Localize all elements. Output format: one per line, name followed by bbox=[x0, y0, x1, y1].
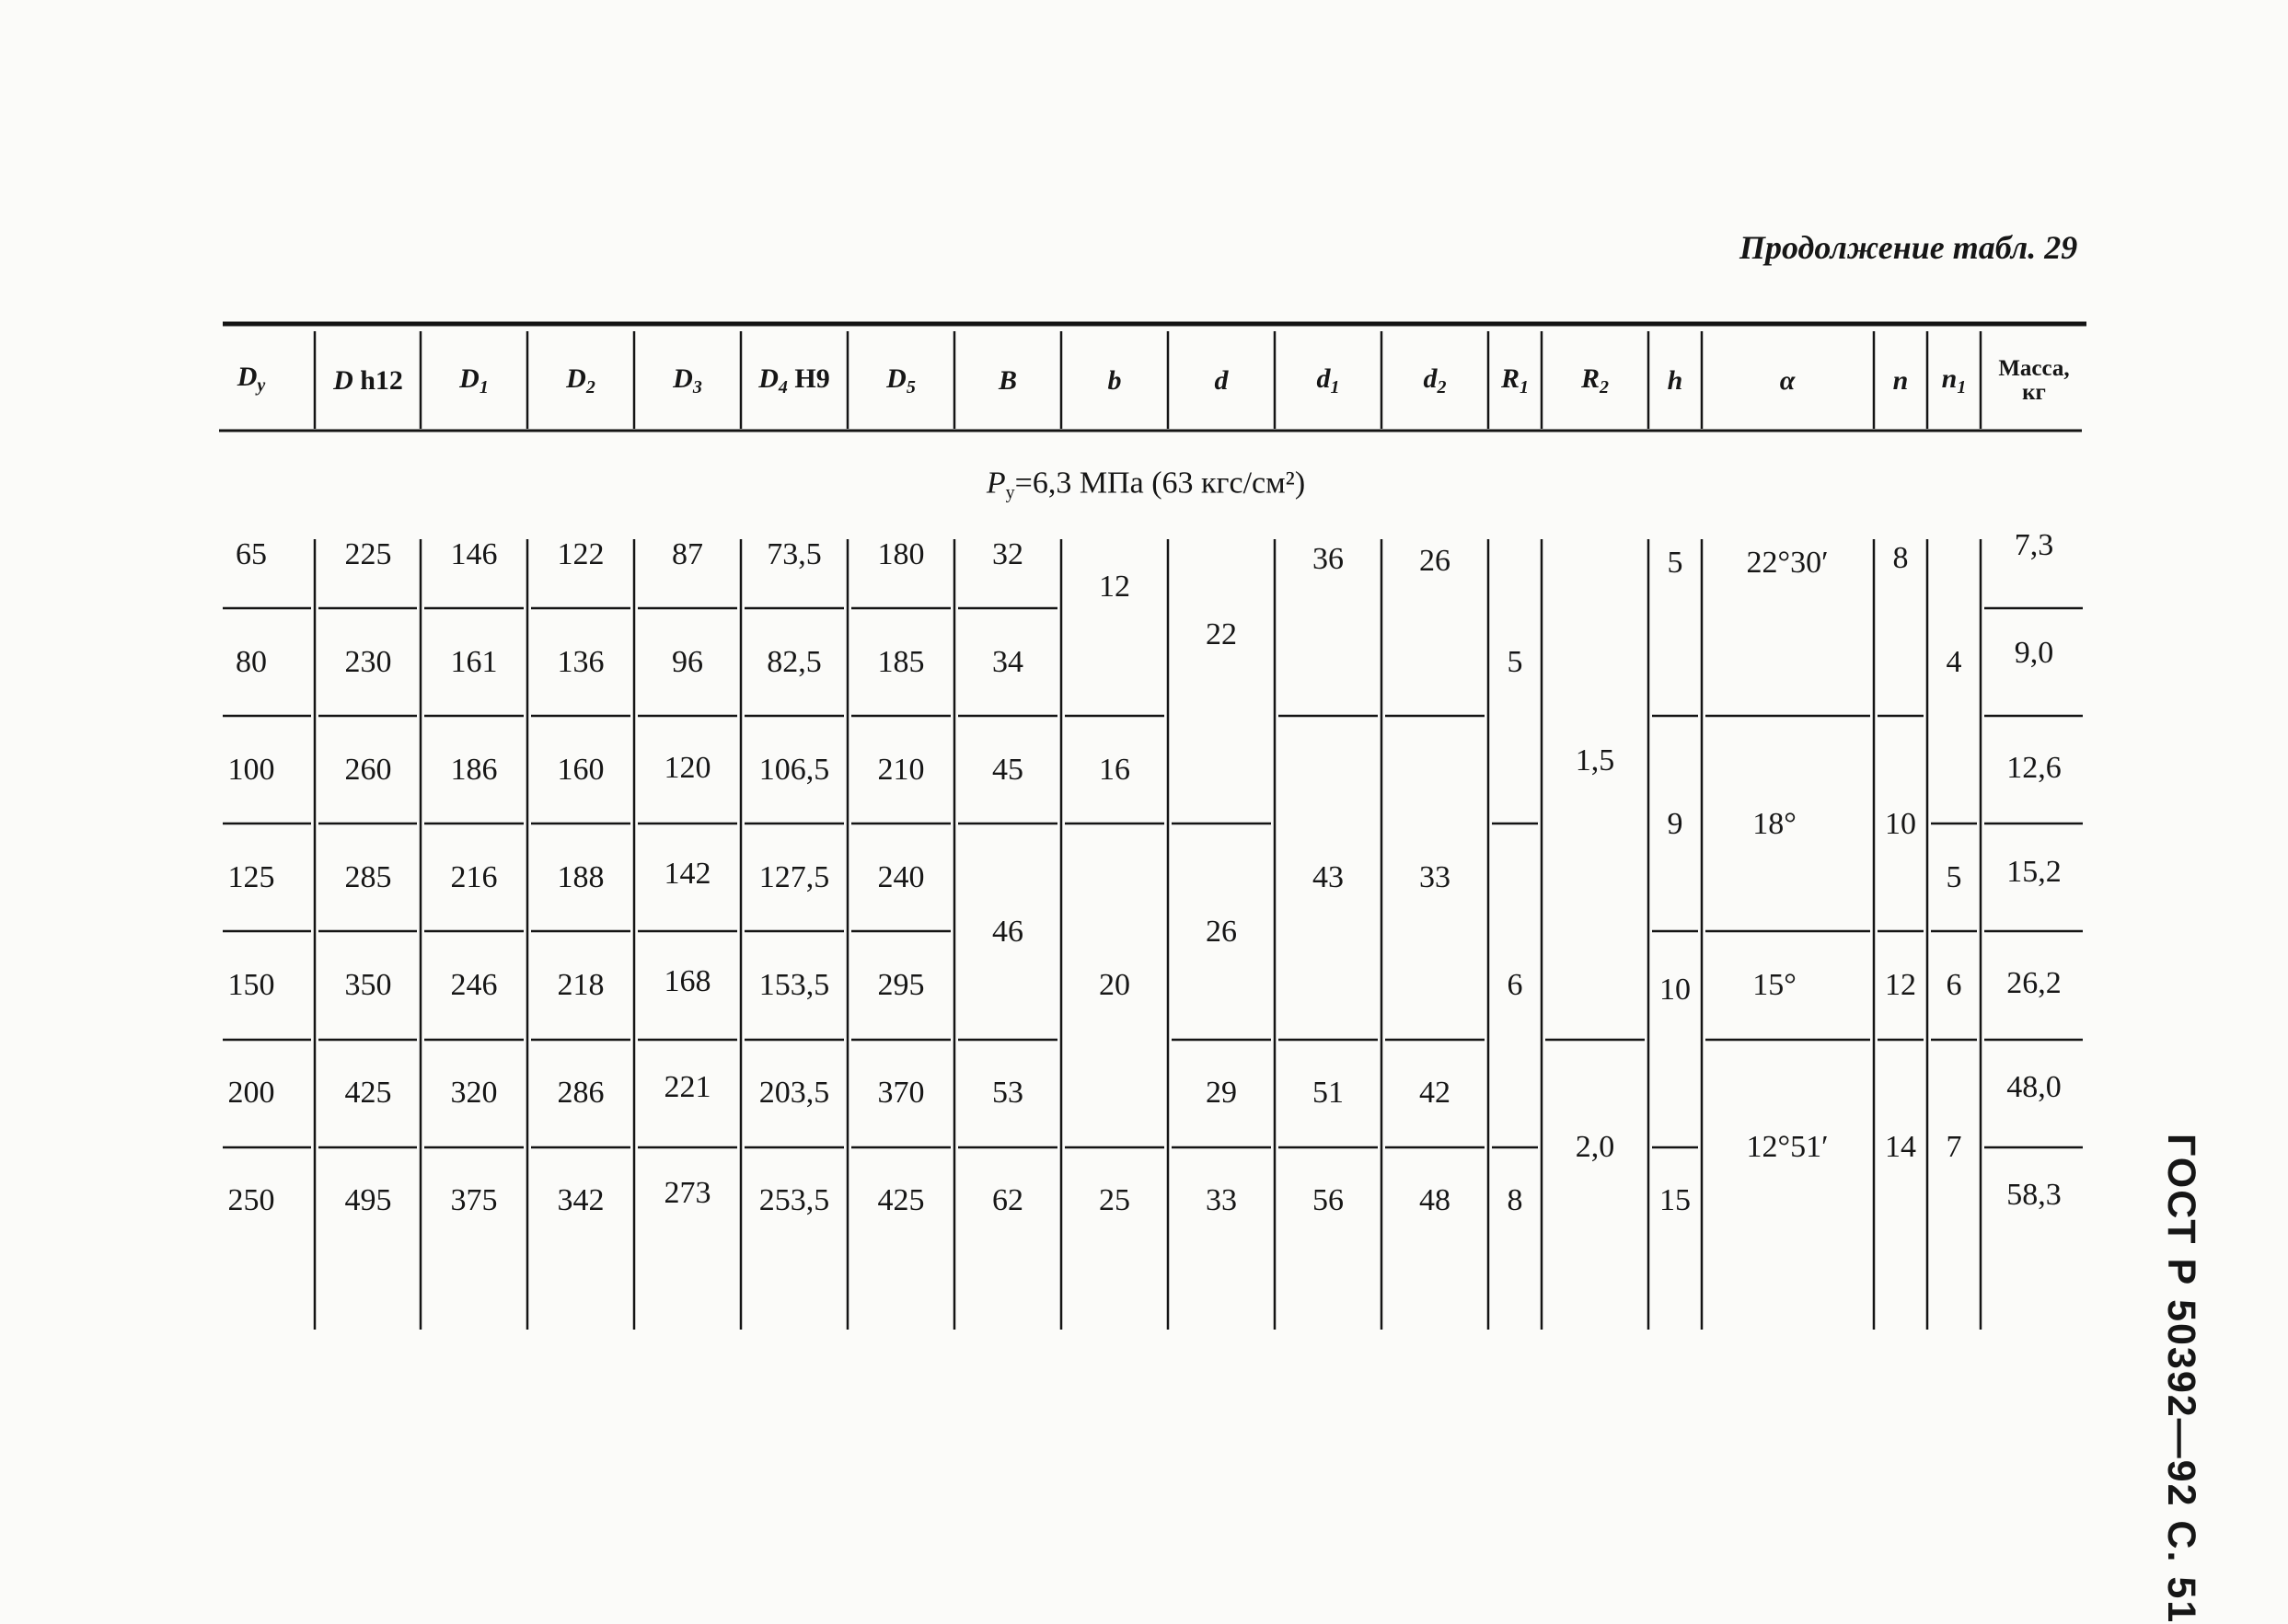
cell-d2: 218 bbox=[557, 968, 605, 1002]
cell-d4: 253,5 bbox=[758, 1183, 830, 1217]
cell-dy: 200 bbox=[227, 1076, 275, 1110]
cell-d: 495 bbox=[344, 1183, 392, 1217]
cell-d: 350 bbox=[344, 968, 392, 1002]
header-h: h bbox=[1667, 365, 1683, 396]
cell-d: 33 bbox=[1206, 1183, 1237, 1217]
cell-r1: 6 bbox=[1507, 968, 1523, 1002]
cell-d5: 210 bbox=[877, 753, 925, 787]
cell-mass: 26,2 bbox=[2006, 966, 2062, 1000]
cell-d: 285 bbox=[344, 860, 392, 894]
cell-d1: 186 bbox=[450, 753, 498, 787]
header-r1: $R_1$ bbox=[1500, 363, 1530, 397]
cell-n: 14 bbox=[1885, 1129, 1916, 1164]
cell-n1: 5 bbox=[1946, 860, 1962, 894]
cell-n: 10 bbox=[1885, 806, 1916, 841]
cell-d: 29 bbox=[1206, 1076, 1237, 1110]
cell-h: 5 bbox=[1667, 545, 1683, 580]
cell-d2: 42 bbox=[1419, 1076, 1450, 1110]
cell-b: 25 bbox=[1099, 1183, 1130, 1217]
cell-h: 15 bbox=[1659, 1183, 1691, 1217]
cell-d5: 180 bbox=[877, 537, 925, 571]
cell-r2: 2,0 bbox=[1575, 1129, 1615, 1164]
cell-d1: 320 bbox=[450, 1076, 498, 1110]
cell-d1: 246 bbox=[450, 968, 498, 1002]
cell-d1: 43 bbox=[1312, 860, 1344, 894]
cell-mass: 7,3 bbox=[2014, 528, 2054, 562]
cell-d4: 106,5 bbox=[758, 753, 830, 787]
cell-alpha: 22°30′ bbox=[1746, 545, 1829, 580]
cell-b: 32 bbox=[992, 537, 1023, 571]
cell-d5: 425 bbox=[877, 1183, 925, 1217]
cell-d5: 295 bbox=[877, 968, 925, 1002]
cell-d4: 203,5 bbox=[758, 1076, 830, 1110]
header-d1: $d_1$ bbox=[1316, 363, 1340, 397]
header-d4: $D_4$ H9 bbox=[758, 363, 830, 397]
header-mass: Масса, кг bbox=[1998, 355, 2070, 405]
cell-mass: 48,0 bbox=[2006, 1070, 2062, 1104]
cell-d3: 142 bbox=[664, 857, 711, 891]
header-d1: $D_1$ bbox=[459, 363, 489, 397]
cell-d: 225 bbox=[344, 537, 392, 571]
cell-d2: 26 bbox=[1419, 543, 1450, 578]
cell-alpha: 18° bbox=[1752, 806, 1797, 841]
cell-b: 46 bbox=[992, 914, 1023, 949]
cell-n: 8 bbox=[1892, 540, 1909, 575]
cell-d: 260 bbox=[344, 753, 392, 787]
cell-d: 26 bbox=[1206, 914, 1237, 949]
cell-dy: 100 bbox=[227, 753, 275, 787]
cell-d5: 240 bbox=[877, 860, 925, 894]
cell-h: 9 bbox=[1667, 806, 1683, 841]
cell-n1: 7 bbox=[1946, 1129, 1962, 1164]
cell-h: 10 bbox=[1659, 972, 1691, 1007]
cell-d1: 375 bbox=[450, 1183, 498, 1217]
cell-d2: 160 bbox=[557, 753, 605, 787]
cell-alpha: 15° bbox=[1752, 968, 1797, 1002]
header-d2: $d_2$ bbox=[1423, 363, 1447, 397]
cell-d3: 87 bbox=[672, 537, 703, 571]
cell-r1: 8 bbox=[1507, 1183, 1523, 1217]
cell-d3: 273 bbox=[664, 1176, 711, 1210]
cell-n1: 6 bbox=[1946, 968, 1962, 1002]
cell-d: 22 bbox=[1206, 617, 1237, 651]
header-d: d bbox=[1214, 365, 1229, 396]
cell-d1: 56 bbox=[1312, 1183, 1344, 1217]
cell-d1: 216 bbox=[450, 860, 498, 894]
cell-d4: 127,5 bbox=[758, 860, 830, 894]
cell-d1: 161 bbox=[450, 645, 498, 679]
header-d5: $D_5$ bbox=[886, 363, 916, 397]
cell-d3: 221 bbox=[664, 1070, 711, 1104]
cell-b: 16 bbox=[1099, 753, 1130, 787]
pressure-heading bbox=[987, 466, 1305, 504]
cell-d2: 286 bbox=[557, 1076, 605, 1110]
cell-d2: 136 bbox=[557, 645, 605, 679]
cell-d2: 188 bbox=[557, 860, 605, 894]
cell-dy: 65 bbox=[236, 537, 267, 571]
cell-d3: 168 bbox=[664, 964, 711, 998]
cell-dy: 250 bbox=[227, 1183, 275, 1217]
cell-dy: 80 bbox=[236, 645, 267, 679]
header-b: B bbox=[998, 365, 1018, 396]
cell-alpha: 12°51′ bbox=[1746, 1129, 1829, 1164]
cell-d3: 120 bbox=[664, 751, 711, 785]
standard-page-code: ГОСТ Р 50392—92 С. 51 bbox=[2159, 1134, 2203, 1624]
header-d3: $D_3$ bbox=[673, 363, 702, 397]
cell-d4: 82,5 bbox=[767, 645, 822, 679]
cell-d1: 146 bbox=[450, 537, 498, 571]
cell-d2: 33 bbox=[1419, 860, 1450, 894]
pressure-symbol-subscript: у bbox=[1005, 482, 1015, 503]
cell-d4: 73,5 bbox=[767, 537, 822, 571]
cell-d5: 370 bbox=[877, 1076, 925, 1110]
cell-n: 12 bbox=[1885, 968, 1916, 1002]
cell-d5: 185 bbox=[877, 645, 925, 679]
cell-mass: 9,0 bbox=[2014, 636, 2054, 670]
cell-d2: 48 bbox=[1419, 1183, 1450, 1217]
continuation-title: Продолжение табл. 29 bbox=[1739, 229, 2078, 266]
header-dy: $D_у$ bbox=[237, 362, 266, 396]
cell-n1: 4 bbox=[1946, 645, 1962, 679]
header-alpha: α bbox=[1779, 365, 1796, 396]
cell-b: 45 bbox=[992, 753, 1023, 787]
pressure-value: =6,3 МПа (63 кгс/см²) bbox=[1014, 466, 1306, 501]
cell-r2: 1,5 bbox=[1575, 743, 1615, 777]
cell-d2: 342 bbox=[557, 1183, 605, 1217]
header-d2: $D_2$ bbox=[566, 363, 595, 397]
cell-dy: 150 bbox=[227, 968, 275, 1002]
cell-b: 53 bbox=[992, 1076, 1023, 1110]
cell-d2: 122 bbox=[557, 537, 605, 571]
header-d: D h12 bbox=[333, 365, 403, 396]
cell-dy: 125 bbox=[227, 860, 275, 894]
cell-d: 425 bbox=[344, 1076, 392, 1110]
cell-b: 20 bbox=[1099, 968, 1130, 1002]
cell-mass: 15,2 bbox=[2006, 855, 2062, 889]
cell-d4: 153,5 bbox=[758, 968, 830, 1002]
cell-d: 230 bbox=[344, 645, 392, 679]
header-n: n bbox=[1892, 365, 1909, 396]
cell-b: 62 bbox=[992, 1183, 1023, 1217]
header-n1: $n_1$ bbox=[1941, 363, 1967, 397]
pressure-symbol: P bbox=[986, 466, 1006, 501]
cell-r1: 5 bbox=[1507, 645, 1523, 679]
cell-d3: 96 bbox=[672, 645, 703, 679]
cell-mass: 58,3 bbox=[2006, 1178, 2062, 1212]
cell-d1: 36 bbox=[1312, 541, 1344, 576]
header-b: b bbox=[1107, 365, 1122, 396]
cell-d1: 51 bbox=[1312, 1076, 1344, 1110]
cell-b: 12 bbox=[1099, 569, 1130, 604]
cell-b: 34 bbox=[992, 645, 1023, 679]
cell-mass: 12,6 bbox=[2006, 751, 2062, 785]
header-r2: $R_2$ bbox=[1580, 363, 1610, 397]
